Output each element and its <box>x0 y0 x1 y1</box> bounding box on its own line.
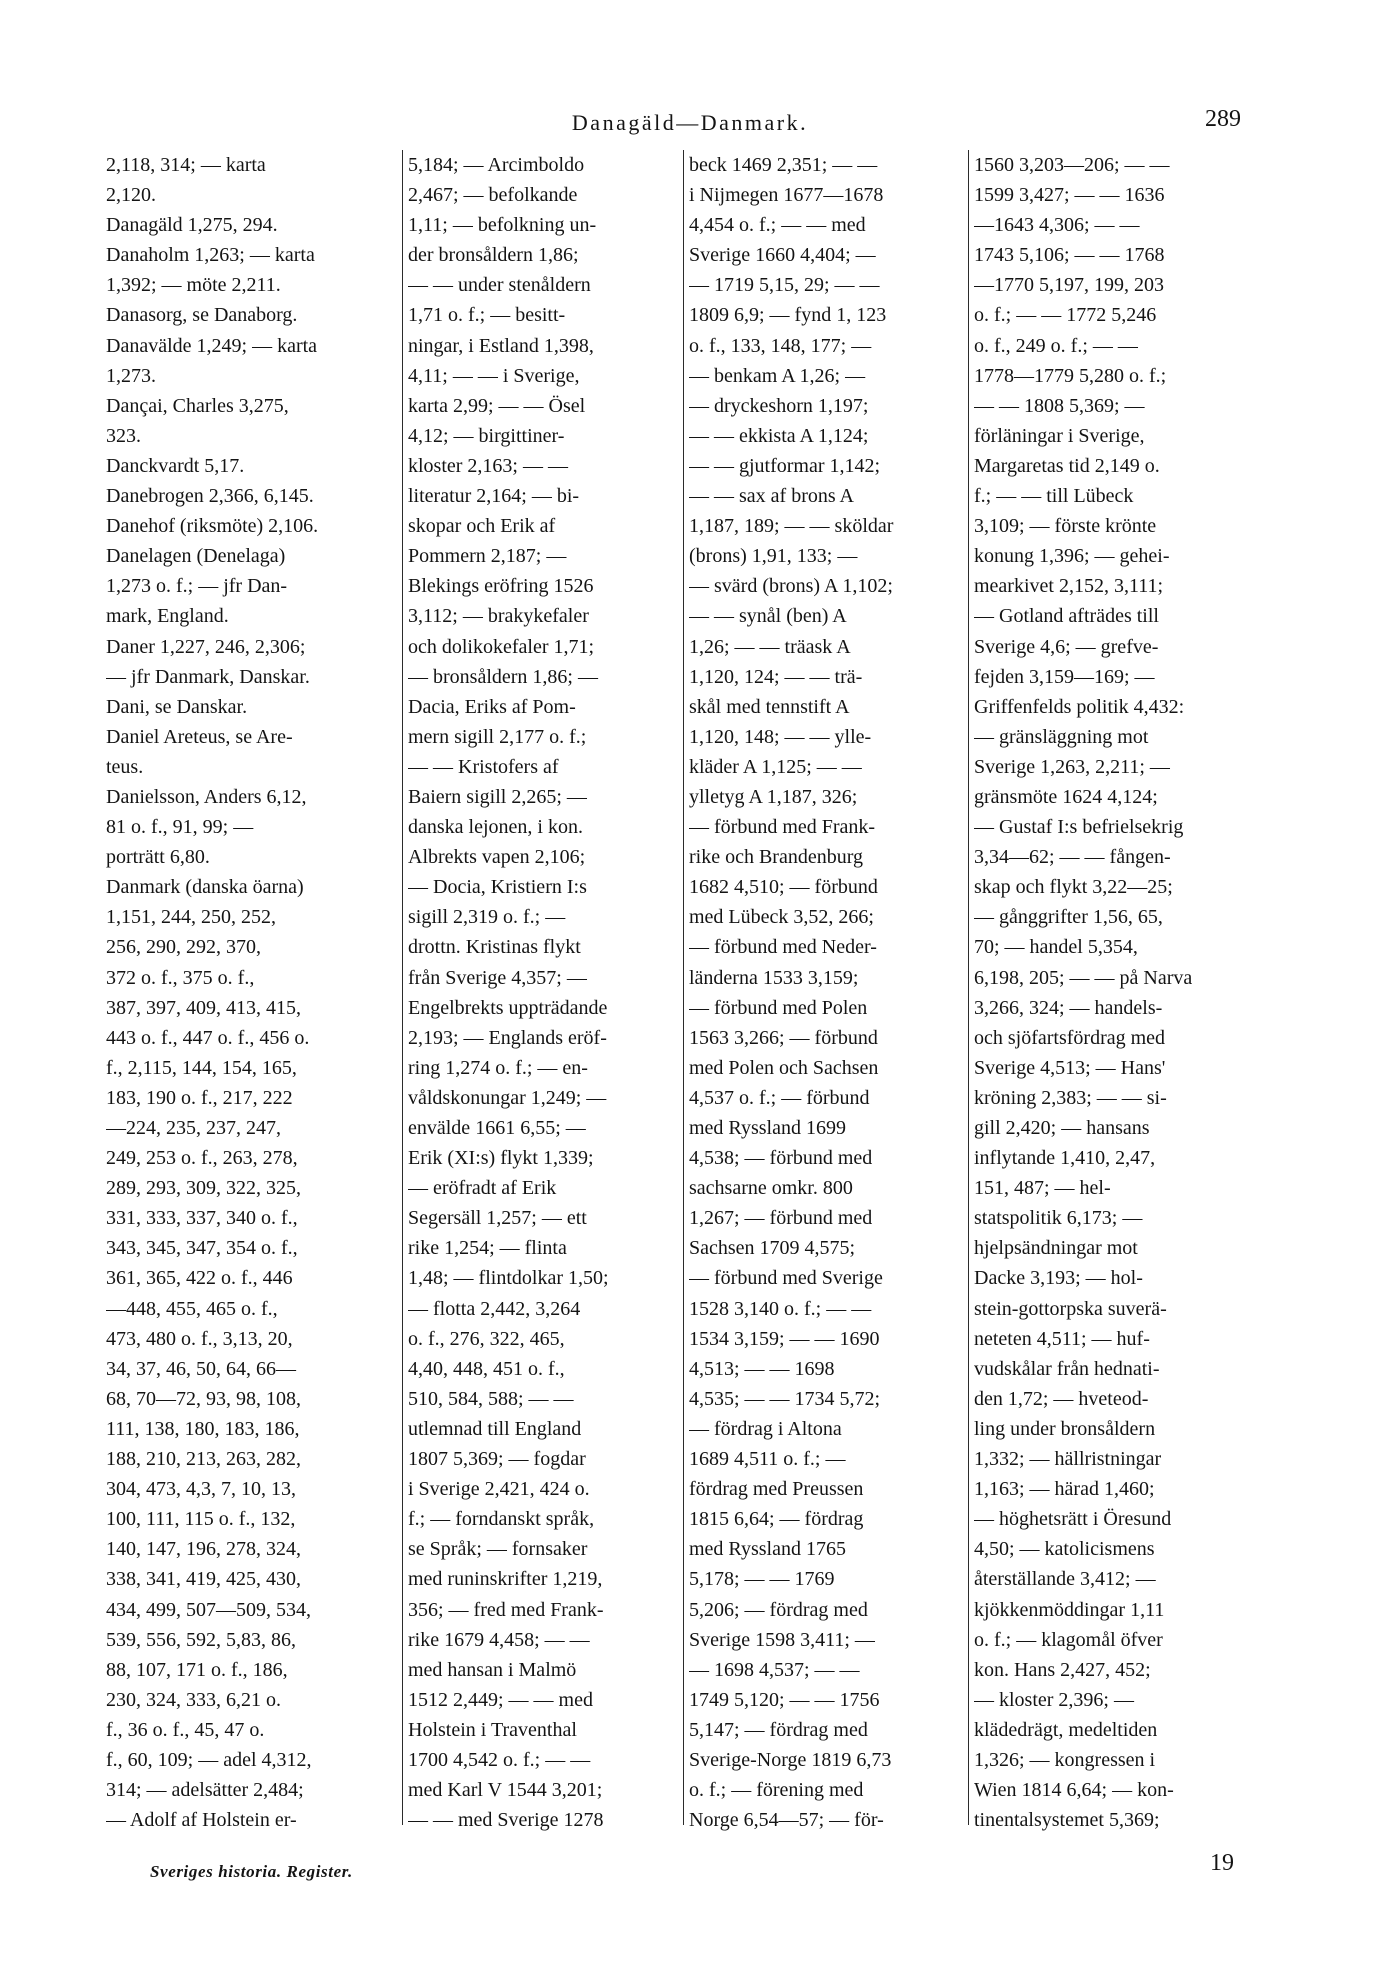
index-line: — flotta 2,442, 3,264 <box>408 1297 581 1320</box>
index-line: Dançai, Charles 3,275, <box>106 394 289 417</box>
index-line: Danebrogen 2,366, 6,145. <box>106 485 314 508</box>
index-line: Engelbrekts uppträdande <box>408 996 608 1019</box>
index-line: — 1698 4,537; — — <box>689 1658 860 1681</box>
column-divider <box>683 150 684 1825</box>
index-line: — gånggrifter 1,56, 65, <box>974 906 1163 929</box>
index-line: 151, 487; — hel- <box>974 1177 1111 1200</box>
index-line: teus. <box>106 755 144 778</box>
index-line: — bronsåldern 1,86; — <box>408 665 598 688</box>
index-line: 304, 473, 4,3, 7, 10, 13, <box>106 1478 296 1501</box>
index-line: (brons) 1,91, 133; — <box>689 545 858 568</box>
index-line: skopar och Erik af <box>408 515 556 538</box>
index-line: 1,71 o. f.; — besitt- <box>408 304 566 327</box>
index-line: 2,118, 314; — karta <box>106 154 266 176</box>
index-line: 473, 480 o. f., 3,13, 20, <box>106 1327 293 1350</box>
index-line: Sverige 4,513; — Hans' <box>974 1056 1166 1079</box>
index-line: 510, 584, 588; — — <box>408 1387 574 1410</box>
index-line: 1,120, 124; — — trä- <box>689 665 863 688</box>
index-line: 4,40, 448, 451 o. f., <box>408 1357 565 1380</box>
index-line: 5,184; — Arcimboldo <box>408 154 585 176</box>
index-line: 434, 499, 507—509, 534, <box>106 1598 311 1621</box>
index-line: 5,178; — — 1769 <box>689 1568 835 1591</box>
index-line: se Språk; — fornsaker <box>408 1538 588 1561</box>
index-line: Wien 1814 6,64; — kon- <box>974 1779 1174 1802</box>
index-line: — — gjutformar 1,142; <box>689 454 881 477</box>
index-line: ling under bronsåldern <box>974 1417 1156 1440</box>
index-line: Holstein i Traventhal <box>408 1718 577 1741</box>
index-line: Danielsson, Anders 6,12, <box>106 785 307 808</box>
index-line: Sachsen 1709 4,575; <box>689 1237 856 1260</box>
index-line: o. f.; — förening med <box>689 1779 864 1802</box>
index-line: — 1719 5,15, 29; — — <box>689 274 880 297</box>
index-line: 1749 5,120; — — 1756 <box>689 1688 880 1711</box>
index-line: 338, 341, 419, 425, 430, <box>106 1568 301 1591</box>
index-line: f., 36 o. f., 45, 47 o. <box>106 1718 265 1741</box>
index-line: ylletyg A 1,187, 326; <box>689 785 858 808</box>
index-line: 3,34—62; — — fången- <box>974 846 1171 869</box>
running-header: Danagäld—Danmark. <box>571 110 809 135</box>
index-line: förläningar i Sverige, <box>974 424 1145 447</box>
index-line: Segersäll 1,257; — ett <box>408 1207 587 1230</box>
index-line: 2,467; — befolkande <box>408 184 578 207</box>
index-line: —1643 4,306; — — <box>974 214 1140 237</box>
index-line: 1599 3,427; — — 1636 <box>974 184 1165 207</box>
index-line: 331, 333, 337, 340 o. f., <box>106 1207 298 1230</box>
index-line: 1,11; — befolkning un- <box>408 214 597 237</box>
index-line: och dolikokefaler 1,71; <box>408 635 595 658</box>
index-line: kröning 2,383; — — si- <box>974 1086 1167 1109</box>
index-line: —1770 5,197, 199, 203 <box>974 274 1164 297</box>
index-line: och sjöfartsfördrag med <box>974 1026 1166 1049</box>
index-line: 1,120, 148; — — ylle- <box>689 725 872 748</box>
index-line: —224, 235, 237, 247, <box>106 1117 281 1139</box>
index-line: Danmark (danska öarna) <box>106 876 304 899</box>
index-line: — gränsläggning mot <box>974 725 1149 748</box>
index-line: 1689 4,511 o. f.; — <box>689 1448 846 1471</box>
index-line: 1512 2,449; — — med <box>408 1688 593 1711</box>
index-line: 4,12; — birgittiner- <box>408 424 565 447</box>
index-line: från Sverige 4,357; — <box>408 966 587 989</box>
index-line: rike 1679 4,458; — — <box>408 1628 590 1651</box>
index-line: Baiern sigill 2,265; — <box>408 785 587 808</box>
index-line: 3,266, 324; — handels- <box>974 996 1163 1019</box>
index-column-3 <box>689 150 963 1840</box>
index-line: utlemnad till England <box>408 1417 582 1440</box>
index-line: 1682 4,510; — förbund <box>689 876 878 899</box>
column-divider <box>968 150 969 1825</box>
index-line: 1,26; — — träask A <box>689 635 851 658</box>
index-line: 4,513; — — 1698 <box>689 1357 835 1380</box>
index-line: fördrag med Preussen <box>689 1478 864 1501</box>
index-line: sigill 2,319 o. f.; — <box>408 906 566 929</box>
index-line: Griffenfelds politik 4,432: <box>974 695 1185 718</box>
index-line: 1807 5,369; — fogdar <box>408 1448 586 1471</box>
index-line: 88, 107, 171 o. f., 186, <box>106 1658 288 1681</box>
index-line: Sverige 1660 4,404; — <box>689 244 876 267</box>
index-line: hjelpsändningar mot <box>974 1237 1138 1260</box>
index-line: envälde 1661 6,55; — <box>408 1117 586 1139</box>
index-line: Danagäld 1,275, 294. <box>106 214 278 237</box>
index-line: 140, 147, 196, 278, 324, <box>106 1538 301 1561</box>
index-line: kon. Hans 2,427, 452; <box>974 1658 1151 1681</box>
index-line: — höghetsrätt i Öresund <box>974 1508 1172 1531</box>
index-line <box>974 1835 1266 1840</box>
index-line: med Polen och Sachsen <box>689 1056 879 1079</box>
index-line: inflytande 1,410, 2,47, <box>974 1147 1156 1170</box>
index-line: Dacia, Eriks af Pom- <box>408 695 576 718</box>
index-line: 68, 70—72, 93, 98, 108, <box>106 1387 301 1410</box>
index-line: ningar, i Estland 1,398, <box>408 334 594 357</box>
index-line: f.; — — till Lübeck <box>974 485 1134 508</box>
index-line: 70; — handel 5,354, <box>974 936 1138 959</box>
index-line: der bronsåldern 1,86; <box>408 244 579 267</box>
index-line: — dryckeshorn 1,197; <box>689 394 869 417</box>
index-line: sachsarne omkr. 800 <box>689 1177 853 1200</box>
index-line: — fördrag i Altona <box>689 1417 842 1440</box>
index-line: skål med tennstift A <box>689 695 850 718</box>
index-line <box>689 1835 963 1840</box>
signature-mark: 19 <box>1210 1850 1234 1876</box>
index-line: mern sigill 2,177 o. f.; <box>408 725 587 748</box>
footer-book-title: Sveriges historia. Register. <box>150 1862 353 1881</box>
index-line: 4,535; — — 1734 5,72; <box>689 1387 881 1410</box>
index-line: Sverige 1,263, 2,211; — <box>974 755 1170 778</box>
index-line: gränsmöte 1624 4,124; <box>974 785 1158 808</box>
index-line: drottn. Kristinas flykt <box>408 936 581 959</box>
index-line: — — sax af brons A <box>689 485 854 508</box>
index-line: 372 o. f., 375 o. f., <box>106 966 255 989</box>
index-line: Danavälde 1,249; — karta <box>106 334 318 357</box>
index-line: i Nijmegen 1677—1678 <box>689 184 884 207</box>
index-line: 1,273 o. f.; — jfr Dan- <box>106 575 288 598</box>
index-line: med Lübeck 3,52, 266; <box>689 906 874 929</box>
index-line: 34, 37, 46, 50, 64, 66— <box>106 1357 296 1380</box>
index-line: 1,151, 244, 250, 252, <box>106 906 276 929</box>
index-line: 1534 3,159; — — 1690 <box>689 1327 880 1350</box>
index-line: med Ryssland 1699 <box>689 1117 846 1139</box>
index-line: 387, 397, 409, 413, 415, <box>106 996 301 1019</box>
index-line: fejden 3,159—169; — <box>974 665 1155 688</box>
index-line: 323. <box>106 424 141 447</box>
index-line: 539, 556, 592, 5,83, 86, <box>106 1628 296 1651</box>
index-line: 314; — adelsätter 2,484; <box>106 1779 304 1802</box>
index-line: — Gotland afträdes till <box>974 605 1159 628</box>
index-line: 188, 210, 213, 263, 282, <box>106 1448 301 1471</box>
index-line: 3,112; — brakykefaler <box>408 605 589 628</box>
index-line: karta 2,99; — — Ösel <box>408 394 586 417</box>
index-line: 256, 290, 292, 370, <box>106 936 261 959</box>
index-column-1 <box>106 150 398 1840</box>
index-line: 100, 111, 115 o. f., 132, <box>106 1508 296 1531</box>
index-line: med runinskrifter 1,219, <box>408 1568 603 1591</box>
index-line: — eröfradt af Erik <box>408 1177 557 1200</box>
index-line: den 1,72; — hveteod- <box>974 1387 1149 1410</box>
index-column-2 <box>408 150 678 1840</box>
index-line: o. f.; — klagomål öfver <box>974 1628 1163 1651</box>
index-line: danska lejonen, i kon. <box>408 816 583 839</box>
index-line: Daner 1,227, 246, 2,306; <box>106 635 306 658</box>
column-divider <box>402 150 403 1825</box>
index-line: 2,193; — Englands eröf- <box>408 1026 607 1049</box>
index-line: med Ryssland 1765 <box>689 1538 846 1561</box>
index-line: skap och flykt 3,22—25; <box>974 876 1173 899</box>
index-line: Margaretas tid 2,149 o. <box>974 454 1160 477</box>
index-line: — Gustaf I:s befrielsekrig <box>974 816 1184 839</box>
index-line: 4,537 o. f.; — förbund <box>689 1086 870 1109</box>
index-line: Sverige 1598 3,411; — <box>689 1628 875 1651</box>
index-line: 1,273. <box>106 364 156 387</box>
index-line: 1,332; — hällristningar <box>974 1448 1162 1471</box>
index-line: — förbund med Frank- <box>689 816 876 839</box>
index-line: med Karl V 1544 3,201; <box>408 1779 603 1802</box>
index-line: Pommern 2,187; — <box>408 545 567 568</box>
index-line: — kloster 2,396; — <box>974 1688 1134 1711</box>
index-line: 343, 345, 347, 354 o. f., <box>106 1237 298 1260</box>
index-line: 81 o. f., 91, 99; — <box>106 816 254 839</box>
index-line: konung 1,396; — gehei- <box>974 545 1170 568</box>
index-line: Dacke 3,193; — hol- <box>974 1267 1143 1290</box>
index-line: tinentalsystemet 5,369; <box>974 1809 1160 1832</box>
index-line: porträtt 6,80. <box>106 846 210 869</box>
index-line: med hansan i Malmö <box>408 1658 577 1681</box>
index-line: Danelagen (Denelaga) <box>106 545 286 568</box>
index-line: 1815 6,64; — fördrag <box>689 1508 864 1531</box>
index-line: Danckvardt 5,17. <box>106 454 245 477</box>
index-line <box>106 1835 398 1840</box>
index-line: Sverige 4,6; — grefve- <box>974 635 1159 658</box>
index-line: 6,198, 205; — — på Narva <box>974 966 1193 989</box>
index-line: 5,206; — fördrag med <box>689 1598 868 1621</box>
page-number: 289 <box>1205 106 1241 132</box>
index-line: Sverige-Norge 1819 6,73 <box>689 1748 892 1771</box>
index-line: 289, 293, 309, 322, 325, <box>106 1177 301 1200</box>
index-line: ring 1,274 o. f.; — en- <box>408 1056 588 1079</box>
index-line: länderna 1533 3,159; <box>689 966 859 989</box>
index-line: — — med Sverige 1278 <box>408 1809 604 1832</box>
index-line: 361, 365, 422 o. f., 446 <box>106 1267 293 1290</box>
index-line: —448, 455, 465 o. f., <box>106 1297 278 1320</box>
index-line: vudskålar från hednati- <box>974 1357 1160 1380</box>
index-line: 1,392; — möte 2,211. <box>106 274 281 297</box>
index-line: 2,120. <box>106 184 156 207</box>
index-line: f., 60, 109; — adel 4,312, <box>106 1748 312 1771</box>
index-line: klädedrägt, medeltiden <box>974 1718 1158 1741</box>
index-line: kloster 2,163; — — <box>408 454 568 477</box>
index-line: 183, 190 o. f., 217, 222 <box>106 1086 293 1109</box>
index-line: Danasorg, se Danaborg. <box>106 304 298 327</box>
index-line: mearkivet 2,152, 3,111; <box>974 575 1164 598</box>
index-line: gill 2,420; — hansans <box>974 1117 1150 1139</box>
index-line: Blekings eröfring 1526 <box>408 575 594 598</box>
index-line: f., 2,115, 144, 154, 165, <box>106 1056 297 1079</box>
index-line: 1528 3,140 o. f.; — — <box>689 1297 872 1320</box>
index-line: 1,48; — flintdolkar 1,50; <box>408 1267 609 1290</box>
index-line: 356; — fred med Frank- <box>408 1598 604 1621</box>
index-line: Erik (XI:s) flykt 1,339; <box>408 1147 594 1170</box>
index-line: 1700 4,542 o. f.; — — <box>408 1748 591 1771</box>
index-line: mark, England. <box>106 605 229 628</box>
index-line: Daniel Areteus, se Are- <box>106 725 293 748</box>
index-line: o. f., 133, 148, 177; — <box>689 334 872 357</box>
index-line: våldskonungar 1,249; — <box>408 1086 607 1109</box>
index-line: — förbund med Sverige <box>689 1267 883 1290</box>
index-line: — benkam A 1,26; — <box>689 364 866 387</box>
index-line: statspolitik 6,173; — <box>974 1207 1143 1230</box>
index-line: 1560 3,203—206; — — <box>974 154 1170 176</box>
index-line: 4,538; — förbund med <box>689 1147 873 1170</box>
index-line: — — 1808 5,369; — <box>974 394 1145 417</box>
index-line: 1,187, 189; — — sköldar <box>689 515 894 538</box>
index-line: Albrekts vapen 2,106; <box>408 846 586 869</box>
index-line: 249, 253 o. f., 263, 278, <box>106 1147 298 1170</box>
index-line: 111, 138, 180, 183, 186, <box>106 1417 300 1440</box>
index-line: — — under stenåldern <box>408 274 591 297</box>
index-line: o. f.; — — 1772 5,246 <box>974 304 1157 327</box>
index-line: 4,454 o. f.; — — med <box>689 214 866 237</box>
index-line: beck 1469 2,351; — — <box>689 154 878 176</box>
index-line: Dani, se Danskar. <box>106 695 248 718</box>
index-line: rike och Brandenburg <box>689 846 864 869</box>
index-line: 4,50; — katolicismens <box>974 1538 1155 1561</box>
index-line: 3,109; — förste krönte <box>974 515 1157 538</box>
index-line: 1809 6,9; — fynd 1, 123 <box>689 304 887 327</box>
index-line: — Adolf af Holstein er- <box>106 1809 297 1832</box>
index-line: stein-gottorpska suverä- <box>974 1297 1167 1320</box>
index-line: 1,163; — härad 1,460; <box>974 1478 1155 1501</box>
index-line: — — synål (ben) A <box>689 605 847 628</box>
index-line: 1778—1779 5,280 o. f.; <box>974 364 1167 387</box>
index-line: f.; — forndanskt språk, <box>408 1508 595 1531</box>
index-line: 5,147; — fördrag med <box>689 1718 868 1741</box>
index-line: kjökkenmöddingar 1,11 <box>974 1598 1165 1621</box>
index-line: — — ekkista A 1,124; <box>689 424 869 447</box>
index-line: — förbund med Neder- <box>689 936 877 959</box>
index-line: 1563 3,266; — förbund <box>689 1026 878 1049</box>
index-line: 1,267; — förbund med <box>689 1207 873 1230</box>
index-line: 230, 324, 333, 6,21 o. <box>106 1688 281 1711</box>
index-line: kläder A 1,125; — — <box>689 755 862 778</box>
index-line: — Docia, Kristiern I:s <box>408 876 587 899</box>
index-line: rike 1,254; — flinta <box>408 1237 567 1260</box>
index-line: Norge 6,54—57; — för- <box>689 1809 884 1832</box>
index-line: — — Kristofers af <box>408 755 559 778</box>
index-line: — förbund med Polen <box>689 996 868 1019</box>
index-line: 443 o. f., 447 o. f., 456 o. <box>106 1026 310 1049</box>
index-line: neteten 4,511; — huf- <box>974 1327 1150 1350</box>
index-line: — svärd (brons) A 1,102; <box>689 575 893 598</box>
index-column-4 <box>974 150 1266 1840</box>
index-line: 1,326; — kongressen i <box>974 1748 1156 1771</box>
index-line: literatur 2,164; — bi- <box>408 485 580 508</box>
index-line: o. f., 249 o. f.; — — <box>974 334 1138 357</box>
index-line: o. f., 276, 322, 465, <box>408 1327 565 1350</box>
index-line: 4,11; — — i Sverige, <box>408 364 580 387</box>
index-line: Danehof (riksmöte) 2,106. <box>106 515 319 538</box>
index-line: Danaholm 1,263; — karta <box>106 244 315 267</box>
index-line: — jfr Danmark, Danskar. <box>106 665 310 688</box>
index-line: återställande 3,412; — <box>974 1568 1156 1591</box>
index-line <box>408 1835 678 1840</box>
index-line: i Sverige 2,421, 424 o. <box>408 1478 590 1501</box>
index-line: 1743 5,106; — — 1768 <box>974 244 1165 267</box>
